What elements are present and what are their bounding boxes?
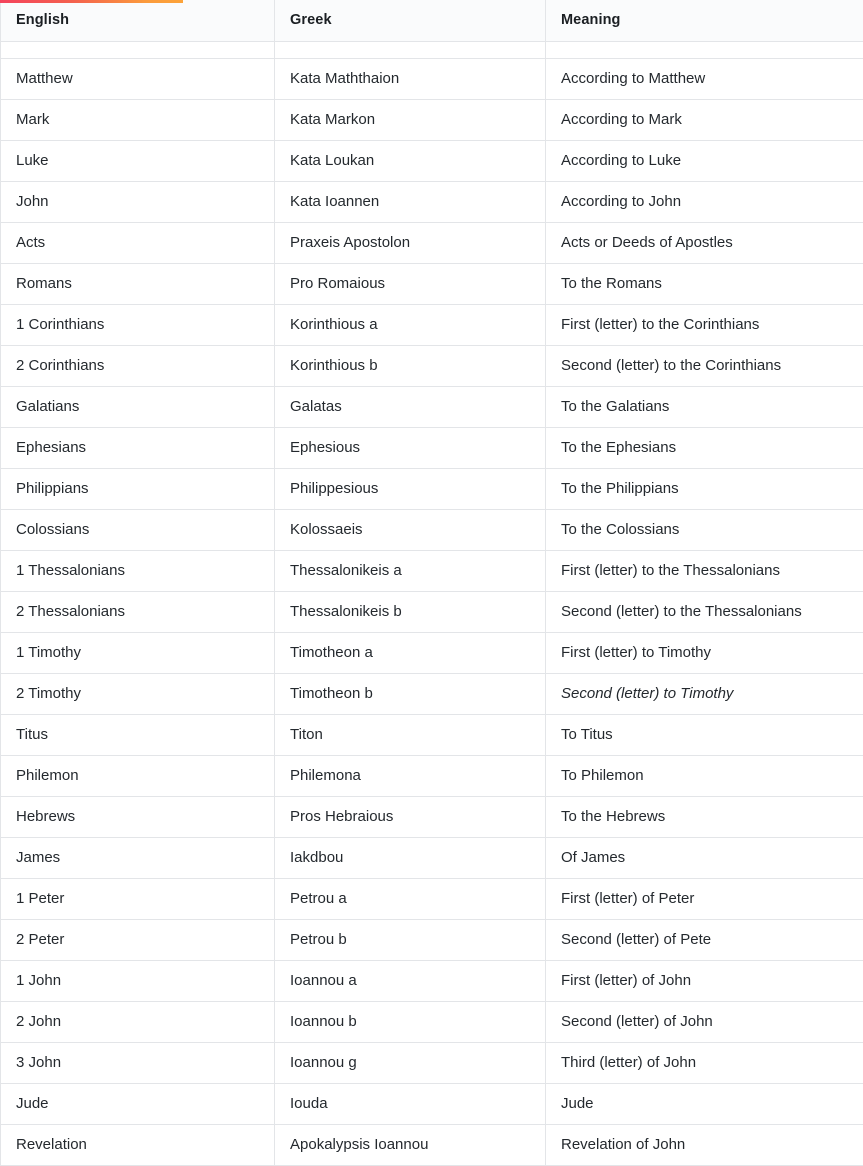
table-cell-meaning: To the Philippians — [546, 468, 863, 509]
table-cell-greek: Titon — [275, 714, 546, 755]
table-cell-english: 1 John — [1, 960, 275, 1001]
table-row — [1, 509, 863, 550]
table-cell-greek: Ioannou g — [275, 1042, 546, 1083]
table-cell-meaning: First (letter) of John — [546, 960, 863, 1001]
table-cell-meaning: Second (letter) of John — [546, 1001, 863, 1042]
column-header-greek[interactable]: Greek — [275, 0, 546, 41]
table-row — [1, 1001, 863, 1042]
table-row — [1, 386, 863, 427]
table-row — [1, 632, 863, 673]
table-cell-greek: Kata Loukan — [275, 140, 546, 181]
table-cell-meaning: To Titus — [546, 714, 863, 755]
table-cell-meaning: According to Luke — [546, 140, 863, 181]
table-row — [1, 345, 863, 386]
table-cell-meaning: First (letter) to Timothy — [546, 632, 863, 673]
table-cell-meaning: To the Romans — [546, 263, 863, 304]
table-cell-english: John — [1, 181, 275, 222]
table-row — [1, 140, 863, 181]
table-cell-english: Luke — [1, 140, 275, 181]
table-cell-meaning-empty — [546, 41, 863, 58]
table-cell-english: Hebrews — [1, 796, 275, 837]
table-spacer-row — [1, 41, 863, 58]
table-cell-meaning: Second (letter) to Timothy — [546, 673, 863, 714]
table-cell-greek: Petrou b — [275, 919, 546, 960]
table-cell-meaning: To the Galatians — [546, 386, 863, 427]
table-cell-greek: Kata Ioannen — [275, 181, 546, 222]
table-cell-greek: Korinthious a — [275, 304, 546, 345]
table-cell-english: James — [1, 837, 275, 878]
table-cell-english: Jude — [1, 1083, 275, 1124]
table-cell-meaning: Second (letter) to the Thessalonians — [546, 591, 863, 632]
table-cell-meaning: First (letter) to the Thessalonians — [546, 550, 863, 591]
table-row — [1, 1083, 863, 1124]
table-cell-english: 3 John — [1, 1042, 275, 1083]
table-cell-meaning: To the Colossians — [546, 509, 863, 550]
page-loading-accent-bar — [0, 0, 183, 3]
table-cell-english: Acts — [1, 222, 275, 263]
table-row — [1, 796, 863, 837]
table-row — [1, 99, 863, 140]
table-cell-meaning: Third (letter) of John — [546, 1042, 863, 1083]
table-cell-english: Mark — [1, 99, 275, 140]
table-cell-english-empty — [1, 41, 275, 58]
table-cell-english: Philemon — [1, 755, 275, 796]
column-header-meaning[interactable]: Meaning — [546, 0, 863, 41]
table-cell-greek: Iakdbou — [275, 837, 546, 878]
table-row — [1, 1042, 863, 1083]
table-cell-english: Ephesians — [1, 427, 275, 468]
table-row — [1, 550, 863, 591]
table-cell-english: Galatians — [1, 386, 275, 427]
table-cell-meaning: To Philemon — [546, 755, 863, 796]
table-cell-english: Romans — [1, 263, 275, 304]
table-cell-greek: Timotheon b — [275, 673, 546, 714]
table-row — [1, 960, 863, 1001]
table-cell-meaning: First (letter) to the Corinthians — [546, 304, 863, 345]
table-cell-english: 1 Peter — [1, 878, 275, 919]
table-row — [1, 58, 863, 99]
table-cell-greek: Praxeis Apostolon — [275, 222, 546, 263]
table-cell-greek: Kolossaeis — [275, 509, 546, 550]
table-cell-greek: Ioannou a — [275, 960, 546, 1001]
table-cell-meaning: To the Ephesians — [546, 427, 863, 468]
table-cell-greek: Ephesious — [275, 427, 546, 468]
table-row — [1, 263, 863, 304]
table-cell-meaning: According to Mark — [546, 99, 863, 140]
table-cell-meaning: According to Matthew — [546, 58, 863, 99]
table-row — [1, 304, 863, 345]
table-header — [1, 0, 863, 41]
table-cell-greek: Pro Romaious — [275, 263, 546, 304]
table-cell-english: 1 Corinthians — [1, 304, 275, 345]
table-cell-meaning: Revelation of John — [546, 1124, 863, 1165]
table-cell-greek: Philippesious — [275, 468, 546, 509]
table-cell-greek: Pros Hebraious — [275, 796, 546, 837]
table-row — [1, 591, 863, 632]
table-cell-english: 1 Timothy — [1, 632, 275, 673]
table-cell-english: 2 Timothy — [1, 673, 275, 714]
table-row — [1, 427, 863, 468]
table-cell-greek: Kata Markon — [275, 99, 546, 140]
table-cell-greek: Korinthious b — [275, 345, 546, 386]
table-cell-meaning: Second (letter) to the Corinthians — [546, 345, 863, 386]
table-row — [1, 181, 863, 222]
table-cell-meaning: Second (letter) of Pete — [546, 919, 863, 960]
table-cell-greek: Ioannou b — [275, 1001, 546, 1042]
table-cell-greek: Kata Maththaion — [275, 58, 546, 99]
table-cell-greek: Petrou a — [275, 878, 546, 919]
table-cell-meaning: Of James — [546, 837, 863, 878]
table-cell-meaning: According to John — [546, 181, 863, 222]
table-cell-greek-empty — [275, 41, 546, 58]
table-row — [1, 878, 863, 919]
table-row — [1, 714, 863, 755]
table-row — [1, 755, 863, 796]
table-header-row — [1, 0, 863, 41]
table-row — [1, 837, 863, 878]
table-row — [1, 222, 863, 263]
table-cell-greek: Thessalonikeis a — [275, 550, 546, 591]
table-cell-english: Revelation — [1, 1124, 275, 1165]
table-cell-greek: Thessalonikeis b — [275, 591, 546, 632]
column-header-english[interactable]: English — [1, 0, 275, 41]
table-cell-english: Matthew — [1, 58, 275, 99]
table-cell-english: 2 John — [1, 1001, 275, 1042]
table-cell-greek: Philemona — [275, 755, 546, 796]
table-cell-english: 2 Peter — [1, 919, 275, 960]
table-cell-english: 2 Thessalonians — [1, 591, 275, 632]
table-body — [1, 41, 863, 1165]
table-cell-meaning: First (letter) of Peter — [546, 878, 863, 919]
table-cell-meaning: To the Hebrews — [546, 796, 863, 837]
table-cell-english: 1 Thessalonians — [1, 550, 275, 591]
table-cell-greek: Timotheon a — [275, 632, 546, 673]
table-cell-greek: Iouda — [275, 1083, 546, 1124]
table-row — [1, 919, 863, 960]
table-row — [1, 673, 863, 714]
table-row — [1, 468, 863, 509]
table-cell-english: Colossians — [1, 509, 275, 550]
table-row — [1, 1124, 863, 1165]
table-cell-english: Philippians — [1, 468, 275, 509]
table-cell-meaning: Jude — [546, 1083, 863, 1124]
table-cell-greek: Apokalypsis Ioannou — [275, 1124, 546, 1165]
table-cell-meaning: Acts or Deeds of Apostles — [546, 222, 863, 263]
table-cell-english: 2 Corinthians — [1, 345, 275, 386]
table-cell-greek: Galatas — [275, 386, 546, 427]
table-cell-english: Titus — [1, 714, 275, 755]
